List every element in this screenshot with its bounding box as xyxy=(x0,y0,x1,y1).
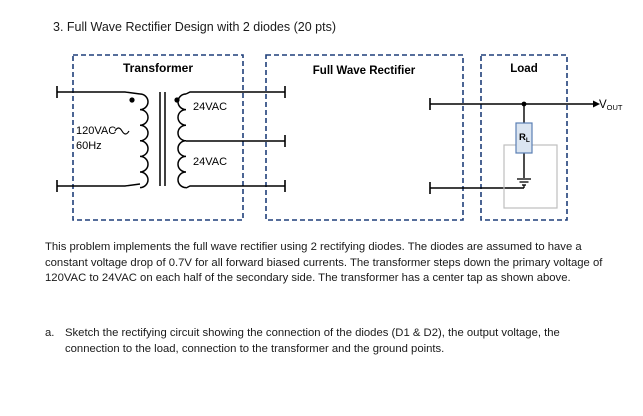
primary-voltage-label: 120VAC xyxy=(76,125,117,137)
secondary-polarity-dot xyxy=(174,97,179,102)
primary-wiring xyxy=(57,86,140,192)
ground-reference-box xyxy=(504,145,557,208)
part-a-marker: a. xyxy=(45,327,55,339)
secondary-lower-voltage: 24VAC xyxy=(193,156,228,168)
ground-symbol-icon xyxy=(517,179,531,188)
secondary-coil xyxy=(178,94,186,188)
vout-label: VOUT xyxy=(599,99,623,112)
rectifier-box xyxy=(266,55,463,220)
primary-polarity-dot xyxy=(129,97,134,102)
load-resistor-label: $R_L$ xyxy=(519,132,530,144)
output-junction-dot xyxy=(522,102,527,107)
load-wiring xyxy=(430,98,593,194)
problem-description: This problem implements the full wave rectifier using 2 rectifying diodes. The diodes are assumed to have a constant voltage drop of 0.7V for all forward biased currents. The transformer steps down the primary voltage of 120VAC to 24VAC on each half of the secondary side. The transformer has a center tap as shown above. xyxy=(45,241,603,285)
part-a-text: Sketch the rectifying circuit showing the connection of the diodes (D1 & D2), the output voltage, the connection to the load, connection to the transformer and the ground points. xyxy=(65,327,560,355)
transformer-label: Transformer xyxy=(122,61,194,75)
transformer-box xyxy=(73,55,243,220)
secondary-upper-voltage: 24VAC xyxy=(193,101,228,113)
load-label: Load xyxy=(510,63,538,75)
primary-coil xyxy=(140,94,148,188)
question-heading: 3. Full Wave Rectifier Design with 2 diodes (20 pts) xyxy=(53,20,336,34)
part-a xyxy=(45,326,605,357)
primary-frequency-label: 60Hz xyxy=(76,140,102,152)
ac-source-icon xyxy=(115,128,129,134)
rectifier-label: Full Wave Rectifier xyxy=(312,65,416,77)
